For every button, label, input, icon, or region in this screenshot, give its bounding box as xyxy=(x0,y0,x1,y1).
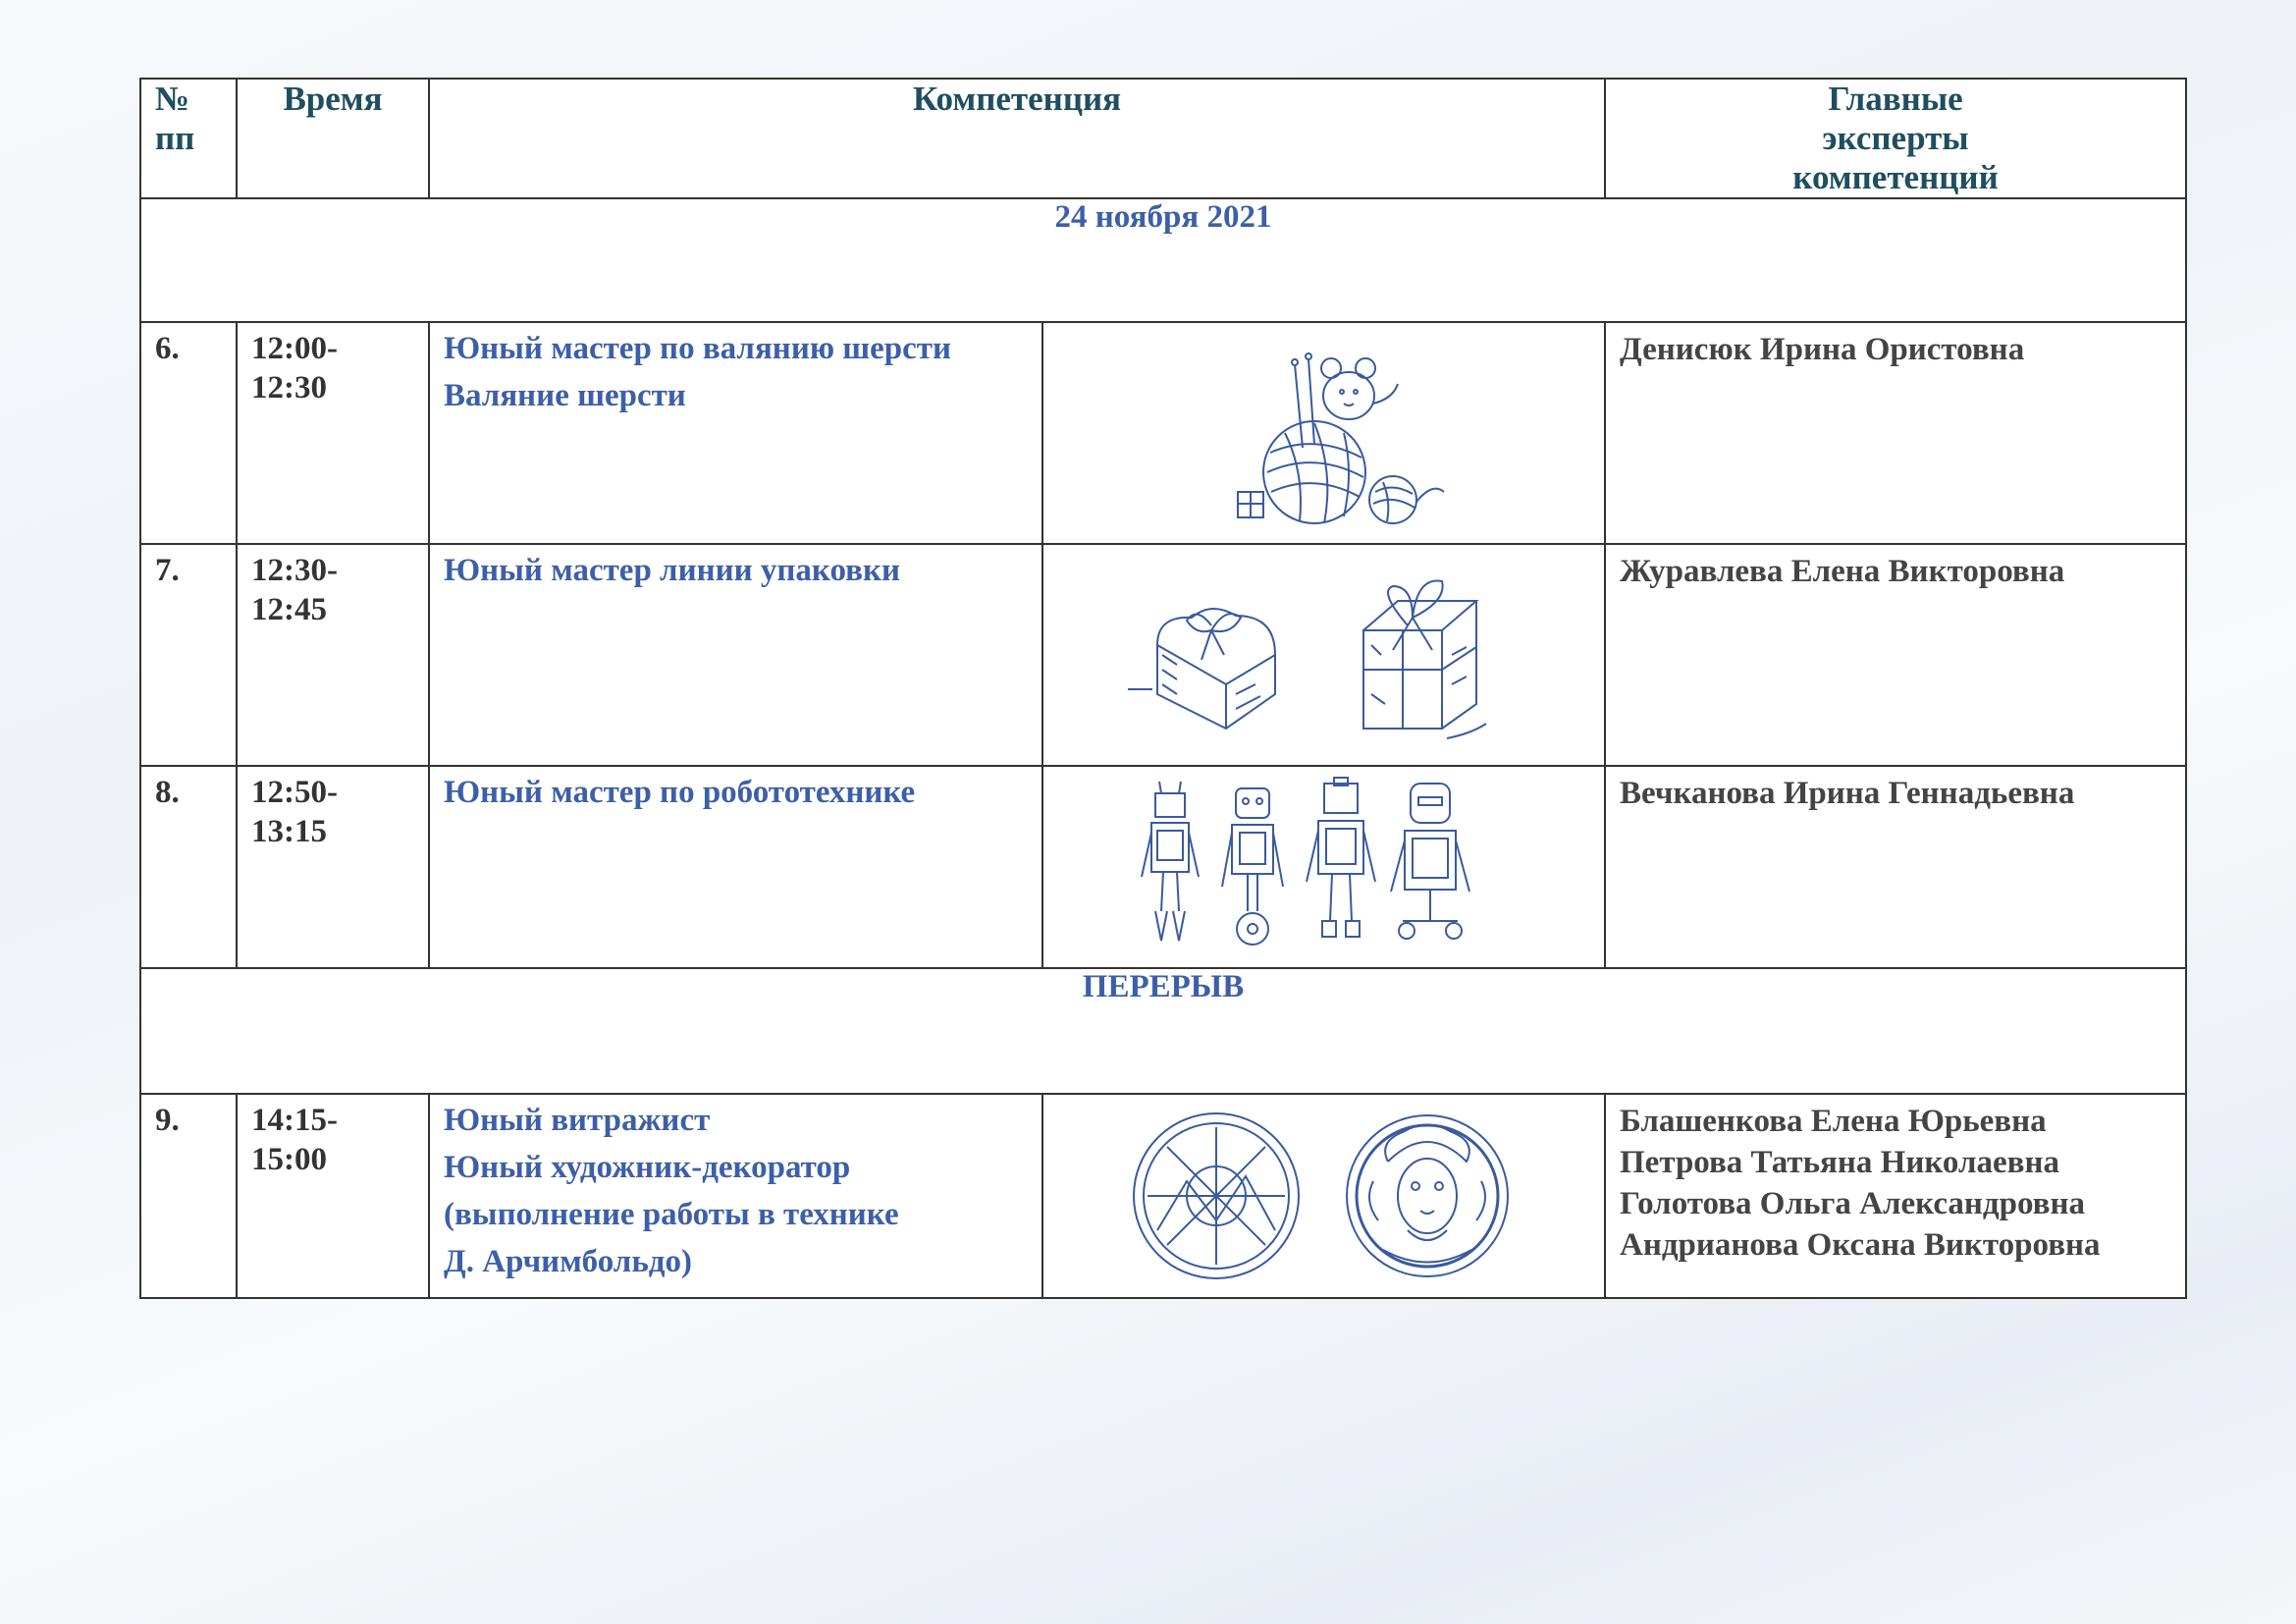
header-experts: Главные эксперты компетенций xyxy=(1605,79,2186,198)
row-illustration xyxy=(1042,1094,1605,1298)
row-competence: Юный мастер по валянию шерсти Валяние шерсти xyxy=(429,322,1042,544)
row-illustration xyxy=(1042,766,1605,968)
row-competence: Юный мастер по робототехнике xyxy=(429,766,1042,968)
header-num: № пп xyxy=(140,79,237,198)
wool-yarn-mouse-icon xyxy=(1197,335,1452,531)
table-row xyxy=(140,322,2186,544)
row-time: 12:00- 12:30 xyxy=(237,322,429,544)
section-date-row xyxy=(140,198,2186,322)
row-time: 12:50- 13:15 xyxy=(237,766,429,968)
row-experts: Вечканова Ирина Геннадьевна xyxy=(1605,766,2186,968)
table-row xyxy=(140,766,2186,968)
header-competence: Компетенция xyxy=(429,79,1605,198)
row-experts: Денисюк Ирина Ористовна xyxy=(1605,322,2186,544)
table-header-row xyxy=(140,79,2186,198)
row-experts: Журавлева Елена Викторовна xyxy=(1605,544,2186,766)
row-time: 14:15- 15:00 xyxy=(237,1094,429,1298)
row-time: 12:30- 12:45 xyxy=(237,544,429,766)
schedule-table xyxy=(139,78,2187,1299)
header-time: Время xyxy=(237,79,429,198)
break-label: ПЕРЕРЫВ xyxy=(140,968,2186,1094)
row-num: 8. xyxy=(140,766,237,968)
row-illustration xyxy=(1042,322,1605,544)
row-num: 9. xyxy=(140,1094,237,1298)
table-row xyxy=(140,544,2186,766)
row-num: 6. xyxy=(140,322,237,544)
section-break-row xyxy=(140,968,2186,1094)
row-competence: Юный витражист Юный художник-декоратор (выполнение работы в технике Д. Арчимбольдо) xyxy=(429,1094,1042,1298)
table-row xyxy=(140,1094,2186,1298)
row-competence: Юный мастер линии упаковки xyxy=(429,544,1042,766)
row-experts: Блашенкова Елена Юрьевна Петрова Татьяна Николаевна Голотова Ольга Александровна Андрианова Оксана Викторовна xyxy=(1605,1094,2186,1298)
stained-glass-medallions-icon xyxy=(1128,1103,1521,1289)
row-num: 7. xyxy=(140,544,237,766)
robots-icon xyxy=(1138,774,1511,960)
row-illustration xyxy=(1042,544,1605,766)
section-date: 24 ноября 2021 xyxy=(140,198,2186,322)
gift-boxes-icon xyxy=(1118,557,1530,753)
